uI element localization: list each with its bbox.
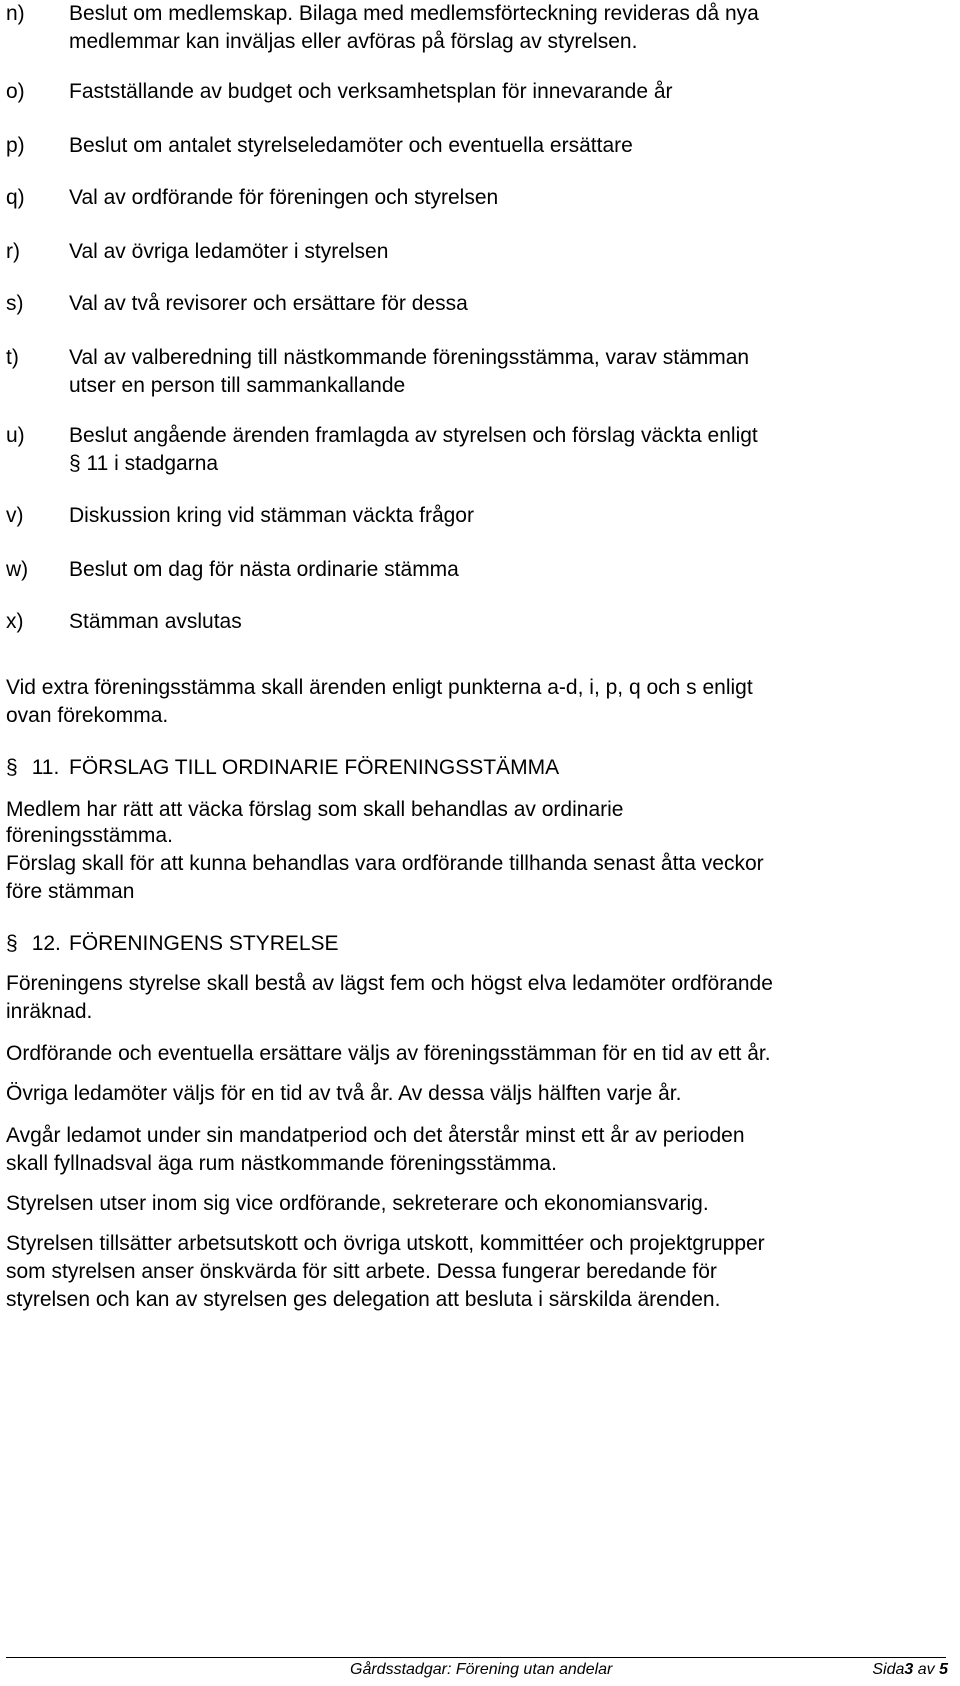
section-12-p4-line2: skall fyllnadsval äga rum nästkommande föreningsstämma. [6,1152,557,1175]
extra-meeting-line-1: Vid extra föreningsstämma skall ärenden enligt punkterna a-d, i, p, q och s enligt [6,676,753,699]
agenda-item-letter: u) [6,424,25,447]
page-current: 3 [904,1661,914,1678]
agenda-item-letter: p) [6,134,25,157]
agenda-item-text: Beslut om antalet styrelseledamöter och eventuella ersättare [69,134,633,157]
footer-page-number [872,1660,948,1680]
agenda-item-text: Beslut om dag för nästa ordinarie stämma [69,558,459,581]
agenda-item-letter: r) [6,240,20,263]
agenda-item-text: Val av två revisorer och ersättare för dessa [69,292,468,315]
section-12-p1-line2: inräknad. [6,1000,93,1023]
page-total: 5 [939,1661,948,1678]
agenda-item-letter: x) [6,610,24,633]
agenda-item-letter: n) [6,2,25,25]
extra-meeting-line-2: ovan förekomma. [6,704,169,727]
agenda-item-letter: o) [6,80,25,103]
section-number [6,930,66,958]
agenda-item-line: Beslut om medlemskap. Bilaga med medlemsförteckning revideras då nya [69,2,759,25]
section-11-para2-line1: Förslag skall för att kunna behandlas vara ordförande tillhanda senast åtta veckor [6,852,764,875]
agenda-item-text: Val av ordförande för föreningen och styrelsen [69,186,499,209]
section-11-para2-line2: före stämman [6,880,135,903]
section-number-text: 12. [31,932,61,955]
agenda-item-letter: q) [6,186,25,209]
page-footer [0,1657,960,1681]
agenda-item-line: Beslut angående ärenden framlagda av styrelsen och förslag väckta enligt [69,424,758,447]
agenda-item-letter: v) [6,504,24,527]
section-12-p2-line1: Ordförande och eventuella ersättare väljs av föreningsstämman för en tid av ett år. [6,1042,771,1065]
footer-rule [6,1657,946,1658]
agenda-item-text [69,422,949,478]
agenda-item-line: medlemmar kan inväljas eller avföras på förslag av styrelsen. [69,30,638,53]
agenda-item-letter: s) [6,292,24,315]
section-title: FÖRSLAG TILL ORDINARIE FÖRENINGSSTÄMMA [69,756,560,779]
agenda-item-text: Diskussion kring vid stämman väckta frågor [69,504,474,527]
footer-document-title: Gårdsstadgar: Förening utan andelar [350,1661,613,1678]
section-number [6,754,66,782]
agenda-item-line: § 11 i stadgarna [69,452,219,475]
section-12-p4-line1: Avgår ledamot under sin mandatperiod och det återstår minst ett år av perioden [6,1124,745,1147]
section-12-p6-line2: som styrelsen anser önskvärda för sitt arbete. Dessa fungerar beredande för [6,1260,717,1283]
page-separator: av [917,1661,935,1678]
section-11-para1-line2: föreningsstämma. [6,824,173,847]
agenda-item-text: Stämman avslutas [69,610,242,633]
paragraph-symbol: § [6,932,18,955]
section-12-p1-line1: Föreningens styrelse skall bestå av lägst fem och högst elva ledamöter ordförande [6,972,773,995]
section-12-p3-line1: Övriga ledamöter väljs för en tid av två år. Av dessa väljs hälften varje år. [6,1082,682,1105]
section-12-p6-line3: styrelsen och kan av styrelsen ges delegation att besluta i särskilda ärenden. [6,1288,721,1311]
paragraph-symbol: § [6,756,18,779]
agenda-item-text [69,0,949,56]
agenda-item-line: Val av valberedning till nästkommande föreningsstämma, varav stämman [69,346,750,369]
section-12-p5-line1: Styrelsen utser inom sig vice ordförande, sekreterare och ekonomiansvarig. [6,1192,709,1215]
agenda-item-text [69,344,949,400]
page-prefix: Sida [872,1661,905,1678]
section-11-para1-line1: Medlem har rätt att väcka förslag som skall behandlas av ordinarie [6,798,624,821]
agenda-item-line: utser en person till sammankallande [69,374,406,397]
agenda-item-text: Fastställande av budget och verksamhetsplan för innevarande år [69,80,673,103]
agenda-item-letter: w) [6,558,29,581]
agenda-item-text: Val av övriga ledamöter i styrelsen [69,240,389,263]
section-title: FÖRENINGENS STYRELSE [69,932,339,955]
agenda-item-letter: t) [6,346,19,369]
section-number-text: 11. [31,756,60,779]
section-12-p6-line1: Styrelsen tillsätter arbetsutskott och övriga utskott, kommittéer och projektgrupper [6,1232,765,1255]
